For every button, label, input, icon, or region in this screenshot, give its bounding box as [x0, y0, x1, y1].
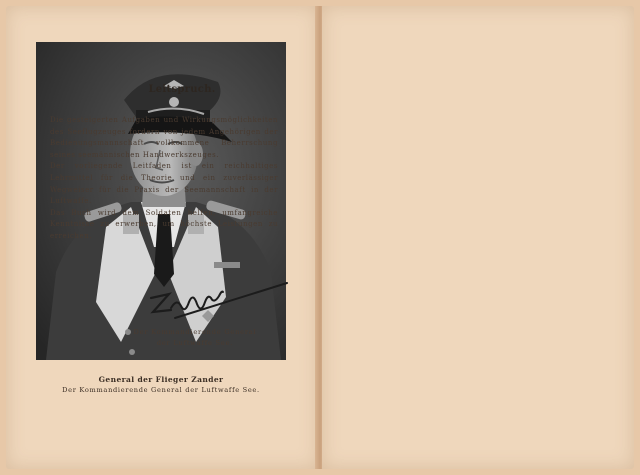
signature-caption-line2: der Luftwaffe See.	[156, 339, 234, 347]
signature-caption-line1: Der Kommandierende General	[133, 328, 257, 336]
page-heading: Leitspruch.	[148, 84, 216, 95]
paragraph: Die gesteigerten Aufgaben und Wirkungsmöglichkeiten des Seeflugzeuges fordern von jedem Angehörigen der Bedienungsmannschaft vollkommene Beherrschung seines seemännischen Handwerkszeuges.	[50, 116, 278, 159]
signature	[145, 278, 295, 324]
paragraph: Der vorliegende Leitfaden ist ein reichhaltiges Lehrmittel für die Theorie und ein zuverlässiger Wegweiser für die Praxis der Seemannschaft in der Luftwaffe.	[50, 162, 278, 206]
motto-text	[50, 115, 278, 243]
portrait-caption-title: Der Kommandierende General der Luftwaffe See.	[62, 386, 260, 394]
paragraph: Das Buch wird dem Soldaten helfen, umfangreiche Kenntnisse zu erwerben, um höchste Leistungen zu erreichen.	[50, 208, 278, 240]
right-page	[322, 6, 634, 469]
portrait-caption-name: General der Flieger Zander	[98, 375, 224, 384]
